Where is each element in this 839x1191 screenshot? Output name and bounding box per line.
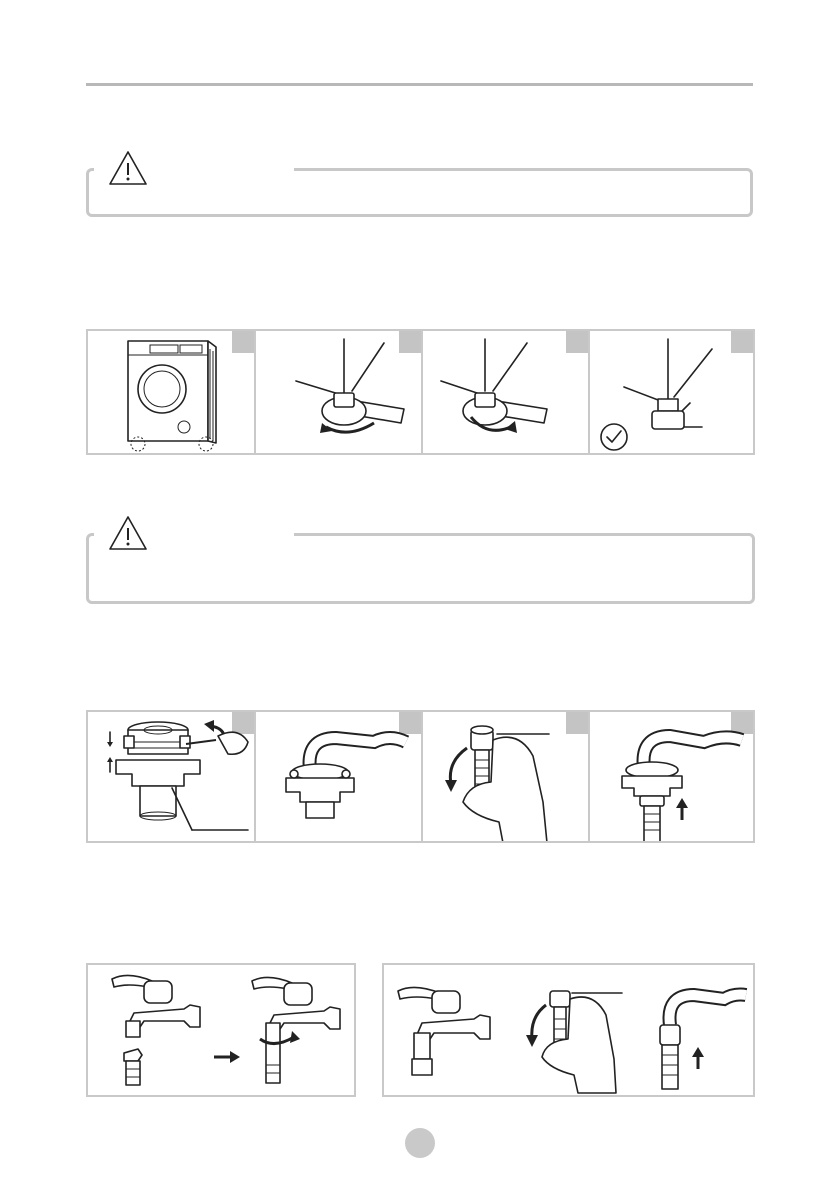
step-panel <box>88 712 256 841</box>
step-panel <box>256 331 423 453</box>
warning-box <box>86 533 755 604</box>
step-panel <box>423 331 590 453</box>
hose-steps <box>86 710 755 843</box>
leveling-steps <box>86 329 755 455</box>
step-panel <box>423 712 590 841</box>
step-panel <box>256 712 423 841</box>
tap-connection-plain <box>382 963 755 1097</box>
step-panel <box>590 331 753 453</box>
warning-triangle-icon <box>108 515 148 551</box>
warning-triangle-icon <box>108 150 148 186</box>
step-panel <box>590 712 753 841</box>
page-number <box>405 1128 435 1158</box>
tap-connection-threaded <box>86 963 356 1097</box>
header-rule <box>86 83 753 86</box>
step-panel <box>88 331 256 453</box>
